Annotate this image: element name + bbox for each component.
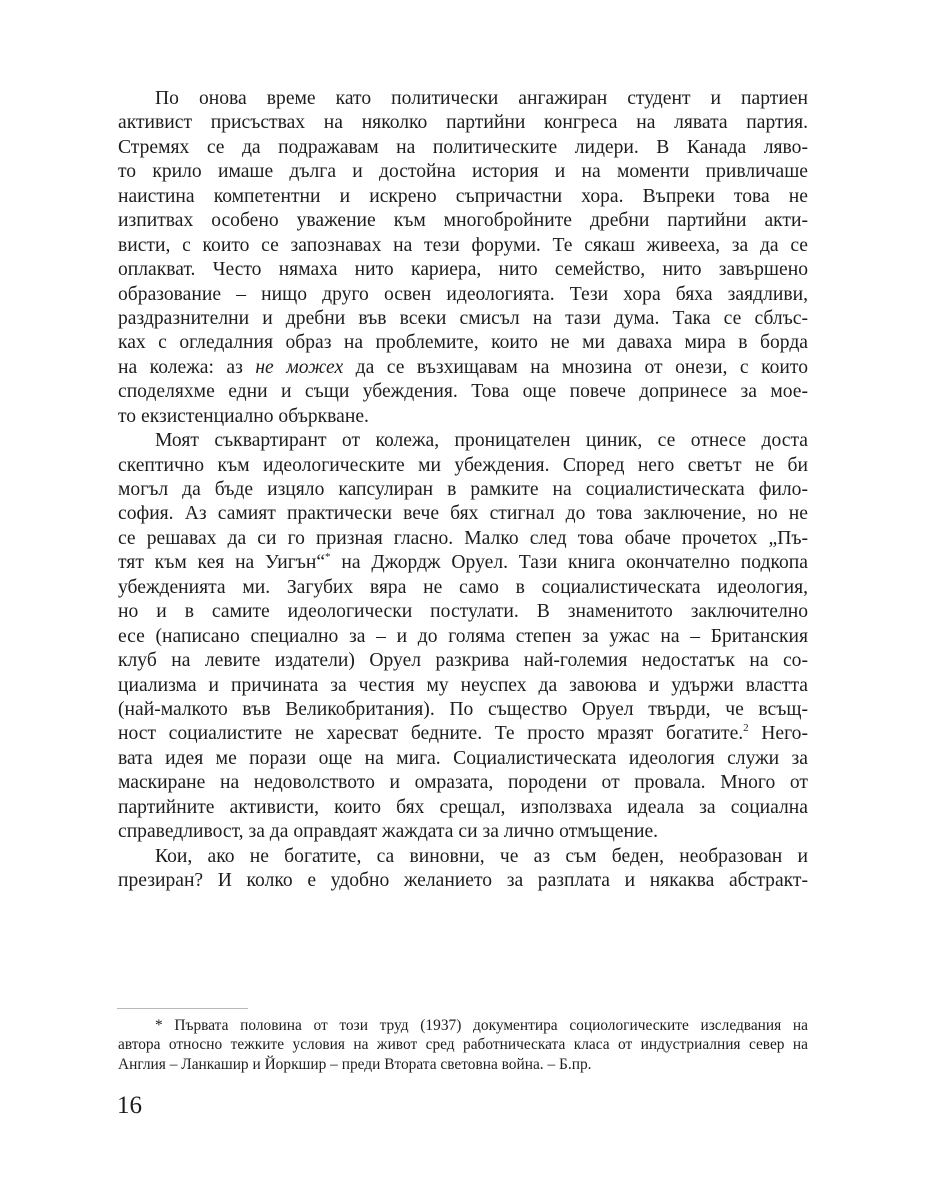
footnote-marker[interactable]: 2	[743, 722, 749, 735]
text-line: Кои, ако не богатите, са виновни, че аз съм беден, необразован и	[155, 845, 808, 867]
text-line: Стремях се да подражавам на политическите лидери. В Канада ляво-	[118, 136, 808, 158]
footnote-separator	[117, 1008, 248, 1009]
text-line: но и в самите идеологически постулати. В знаменитото заключително	[118, 601, 808, 623]
text-line: (най-малкото във Великобритания). По същество Оруел твърди, че всъщ-	[118, 698, 808, 720]
text-line: автора относно тежките условия на живот сред работническата класа от индустриалния север на	[118, 1036, 808, 1054]
text-line: клуб на левите издатели) Оруел разкрива най-големия недостатък на со-	[118, 650, 808, 672]
text-line: раздразнителни и дребни във всеки смисъл на тази дума. Така се сблъс-	[118, 307, 808, 329]
text-line: могъл да бъде изцяло капсулиран в рамките на социалистическата фило-	[118, 479, 808, 500]
text-line	[118, 356, 808, 380]
text-line: споделяхме едни и същи убеждения. Това още повече допринесе за мое-	[118, 381, 808, 403]
emphasized-text: не можех	[255, 356, 344, 378]
body-text	[118, 87, 808, 893]
paragraph	[118, 87, 808, 429]
text-line: * Първата половина от този труд (1937) документира социологическите изследвания на	[155, 1017, 808, 1034]
text-line: оплакват. Често нямаха нито кариера, нито семейство, нито завършено	[118, 259, 808, 281]
text-segment: Него-	[748, 723, 808, 745]
text-line: изпитвах особено уважение към многобройните дребни партийни акти-	[118, 210, 808, 232]
text-line: партийните активисти, които бях срещал, използваха идеала за социална	[118, 796, 808, 818]
text-line: маскиране на недоволството и омразата, породени от провала. Много от	[118, 772, 808, 794]
text-line: активист присъствах на няколко партийни конгреса на лявата партия.	[118, 112, 808, 134]
text-line: ках с огледалния образ на проблемите, които не ми даваха мира в борда	[118, 332, 808, 354]
text-line: софия. Аз самият практически вече бях стигнал до това заключение, но не	[118, 503, 808, 525]
text-line: убежденията ми. Загубих вяра не само в социалистическата идеология,	[118, 576, 808, 598]
text-segment: да се възхищавам на мнозина от онези, с които	[343, 356, 809, 378]
text-line: се решавах да си го призная гласно. Малко след това обаче прочетох „Пъ-	[118, 527, 808, 549]
text-line: то екзистенциално объркване.	[118, 405, 369, 427]
text-line: висти, с които се запознавах на тези форуми. Те сякаш живееха, за да се	[118, 234, 808, 256]
footnote-marker[interactable]: *	[325, 551, 331, 564]
text-line: циализма и причината за честия му неуспех да завоюва и удържи властта	[118, 674, 808, 696]
paragraph	[118, 845, 808, 894]
text-line: Англия – Ланкашир и Йоркшир – преди Втората световна война. – Б.пр.	[118, 1055, 592, 1073]
text-line	[118, 551, 808, 575]
text-line: образование – нищо друго освен идеологията. Тези хора бяха заядливи,	[118, 283, 808, 305]
text-segment: тят към кея на Уигън“	[118, 552, 326, 574]
paragraph	[118, 429, 808, 844]
text-segment: ност социалистите не харесват бедните. Те просто мразят богатите.	[118, 723, 744, 745]
text-line: то крило имаше дълга и достойна история и на моменти привличаше	[118, 161, 808, 183]
page-number: 16	[117, 1092, 142, 1119]
text-line: презиран? И колко е удобно желанието за разплата и някаква абстракт-	[118, 870, 808, 891]
text-line: наистина компетентни и искрено съпричастни хора. Въпреки това не	[118, 185, 808, 207]
text-line: По онова време като политически ангажиран студент и партиен	[155, 88, 808, 109]
text-segment: на колежа: аз	[118, 356, 256, 378]
text-line: скептично към идеологическите ми убеждения. Според него светът не би	[118, 454, 808, 476]
text-line: Моят съквартирант от колежа, проницателен циник, се отнесе доста	[155, 430, 808, 452]
text-line: есе (написано специално за – и до голяма степен за ужас на – Британския	[118, 625, 808, 647]
text-line: вата идея ме порази още на мига. Социалистическата идеология служи за	[118, 747, 808, 769]
text-line: справедливост, за да оправдаят жаждата си за лично отмъщение.	[118, 821, 659, 843]
text-line	[118, 722, 808, 746]
text-segment: на Джордж Оруел. Тази книга окончателно подкопа	[330, 552, 808, 574]
footnote	[118, 1016, 808, 1074]
